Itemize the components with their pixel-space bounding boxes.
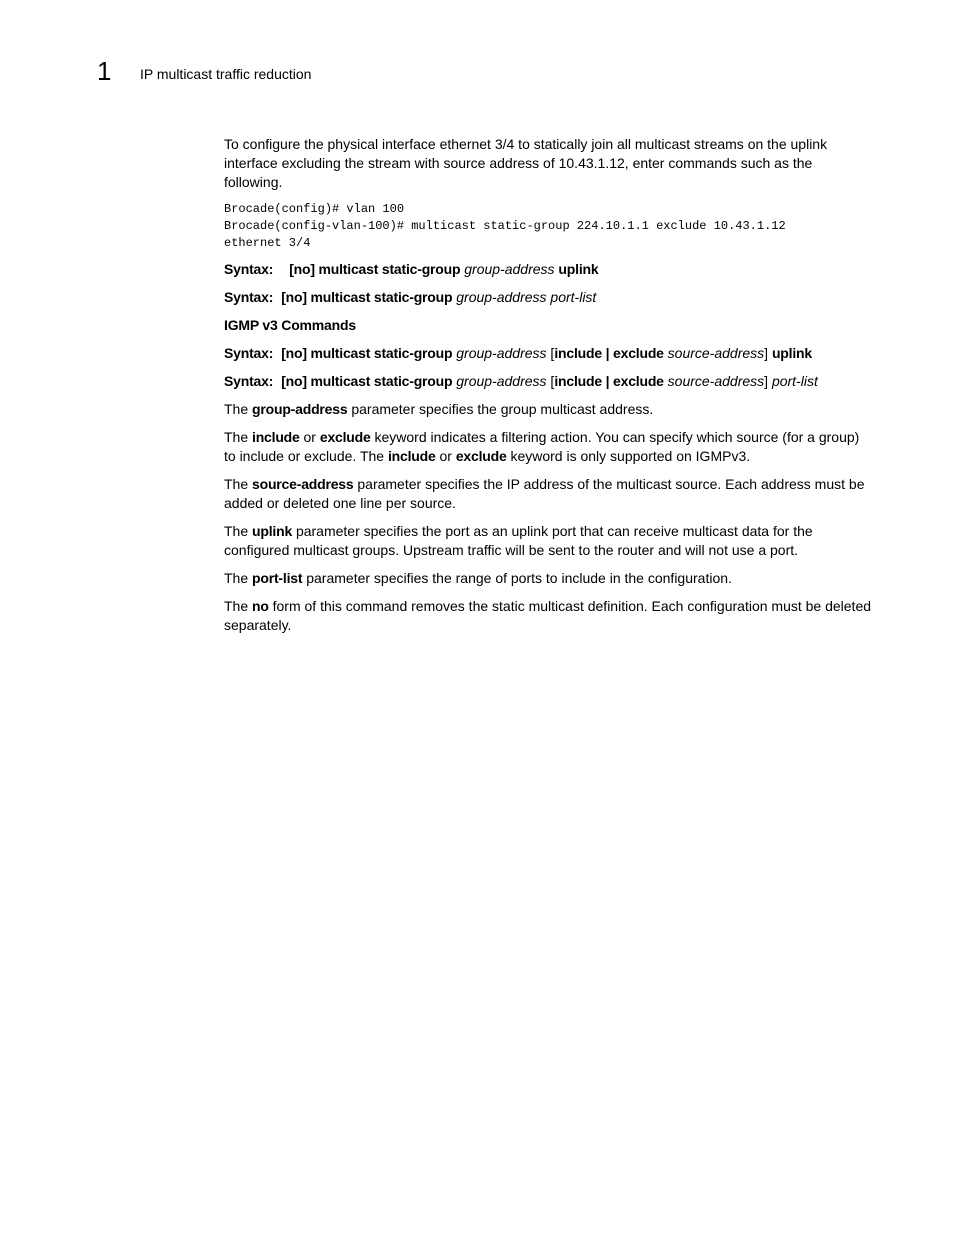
syntax-arg: source-address [667, 373, 765, 389]
syntax-label: Syntax: [224, 289, 274, 305]
syntax-keyword: uplink [558, 261, 599, 277]
syntax-arg: group-address [456, 289, 547, 305]
text: keyword indicates a filtering action. You can specify which source (for a group) to include or exclude. The [224, 429, 860, 464]
syntax-arg: group-address [456, 345, 547, 361]
text: or [439, 448, 452, 464]
syntax-arg: group-address [456, 373, 547, 389]
syntax-option: include | exclude [554, 345, 664, 361]
syntax-command: [no] multicast static-group [281, 373, 453, 389]
keyword: group-address [252, 401, 348, 417]
chapter-number: 1 [97, 56, 112, 86]
port-list-paragraph [224, 569, 872, 588]
keyword: exclude [455, 448, 507, 464]
text: The [224, 570, 249, 586]
syntax-arg: group-address [464, 261, 555, 277]
text: The [224, 476, 249, 492]
bracket: [ [550, 373, 555, 389]
syntax-command: [no] multicast static-group [281, 289, 453, 305]
text: The [224, 598, 249, 614]
code-line: Brocade(config-vlan-100)# multicast static-group 224.10.1.1 exclude 10.43.1.12 [224, 219, 786, 233]
syntax-option: include | exclude [554, 373, 664, 389]
syntax-label: Syntax: [224, 373, 274, 389]
syntax-arg: source-address [667, 345, 765, 361]
igmp-heading [224, 316, 872, 335]
text: form of this command removes the static multicast definition. Each configuration must be deleted separately. [224, 598, 872, 633]
syntax-uplink [224, 260, 872, 279]
syntax-v3-port-list [224, 372, 872, 391]
syntax-command: [no] multicast static-group [289, 261, 461, 277]
syntax-keyword: uplink [771, 345, 812, 361]
source-address-paragraph [224, 475, 872, 513]
text: The [224, 429, 249, 445]
bracket: ] [764, 373, 769, 389]
keyword: uplink [252, 523, 293, 539]
syntax-arg: port-list [771, 373, 818, 389]
syntax-label: Syntax: [224, 261, 274, 277]
code-line: ethernet 3/4 [224, 236, 311, 250]
syntax-v3-uplink [224, 344, 872, 363]
text: keyword is only supported on IGMPv3. [510, 448, 751, 464]
keyword: include [252, 429, 300, 445]
syntax-command: [no] multicast static-group [281, 345, 453, 361]
keyword: exclude [319, 429, 371, 445]
keyword: no [252, 598, 269, 614]
heading-text: IGMP v3 Commands [224, 317, 356, 333]
no-form-paragraph [224, 597, 872, 635]
page-content [224, 135, 872, 644]
include-exclude-paragraph [224, 428, 872, 466]
syntax-label: Syntax: [224, 345, 274, 361]
keyword: source-address [252, 476, 354, 492]
text: parameter specifies the port as an uplink port that can receive multicast data for the configured multicast groups. Upstream traffic will be sent to the router and will not use a port. [224, 523, 813, 558]
syntax-port-list [224, 288, 872, 307]
text: or [303, 429, 316, 445]
text: The [224, 523, 249, 539]
bracket: [ [550, 345, 555, 361]
code-line: Brocade(config)# vlan 100 [224, 202, 405, 216]
text: The [224, 401, 249, 417]
group-address-paragraph [224, 400, 872, 419]
syntax-arg: port-list [550, 289, 597, 305]
keyword: include [387, 448, 436, 464]
bracket: ] [764, 345, 769, 361]
text: parameter specifies the IP address of the multicast source. Each address must be added or deleted one line per source. [224, 476, 865, 511]
intro-paragraph: To configure the physical interface ethernet 3/4 to statically join all multicast streams on the uplink interface excluding the stream with source address of 10.43.1.12, enter commands such as the following. [224, 136, 828, 190]
uplink-paragraph [224, 522, 872, 560]
code-example [224, 201, 872, 252]
text: parameter specifies the group multicast address. [351, 401, 654, 417]
text: parameter specifies the range of ports to include in the configuration. [306, 570, 732, 586]
section-title: IP multicast traffic reduction [140, 66, 312, 82]
keyword: port-list [252, 570, 303, 586]
